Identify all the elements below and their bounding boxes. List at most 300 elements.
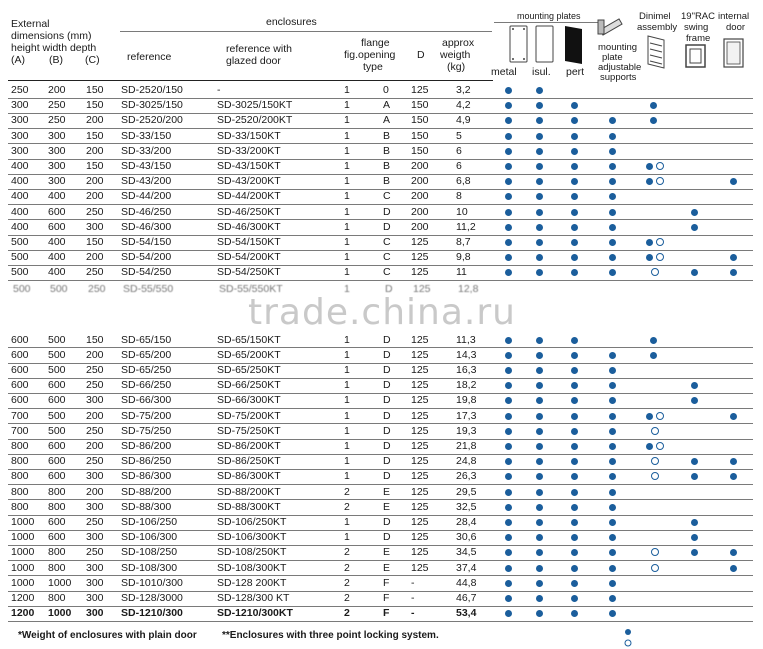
availability-dot-metal: [505, 337, 512, 344]
cell-d: 300: [86, 561, 104, 574]
cell-h: 600: [11, 379, 29, 392]
cell-wt: 9,8: [456, 251, 471, 264]
locking-ring-dinimel: [651, 564, 659, 572]
availability-dot-isul: [536, 565, 543, 572]
cell-h: 1000: [11, 516, 35, 528]
cell-dd: 200: [411, 190, 429, 203]
availability-dot-pert: [571, 534, 578, 541]
cell-d: 300: [86, 576, 104, 589]
availability-dot-intd: [730, 413, 737, 420]
availability-dot-adj: [609, 193, 616, 200]
cell-ref: SD-88/300: [121, 500, 172, 513]
cell-d: 250: [86, 455, 104, 468]
col-b-label: (B): [49, 54, 63, 66]
cell-ref: SD-33/150: [121, 129, 172, 142]
availability-dot-isul: [536, 610, 543, 617]
flange-heading-3: type: [363, 61, 383, 73]
cell-ref: SD-108/250: [121, 546, 178, 559]
cell-wt: 10: [456, 205, 468, 218]
metal-plate-icon: [508, 24, 530, 66]
cell-ref: SD-106/300: [121, 531, 178, 544]
cell-ref: SD-66/300: [121, 394, 172, 407]
internal-door-icon: [721, 36, 747, 70]
cell-fl: 1: [344, 348, 350, 361]
cell-dd: 200: [411, 205, 429, 218]
weight-heading-3: (kg): [447, 61, 466, 73]
cell-wt: 32,5: [456, 500, 477, 513]
cell-ref: SD-1210/300: [121, 607, 183, 620]
rac-label-1: 19"RAC: [681, 11, 715, 22]
cell-d: 200: [86, 144, 104, 157]
cell-gref: SD-75/200KT: [217, 409, 281, 422]
cell-h: 600: [11, 333, 29, 346]
cell-d: 300: [86, 220, 104, 233]
cell-h: 600: [11, 348, 29, 361]
availability-dot-metal: [505, 102, 512, 109]
availability-dot-rac: [691, 534, 698, 541]
obscured-width: 500: [50, 283, 68, 295]
cell-h: 1000: [11, 531, 35, 544]
table-row: [8, 174, 753, 189]
cell-ref: SD-54/250: [121, 266, 172, 279]
cell-h: 300: [11, 144, 29, 157]
availability-dot-intd: [730, 458, 737, 465]
cell-h: 1000: [11, 561, 35, 574]
availability-dot-metal: [505, 458, 512, 465]
cell-ref: SD-75/250: [121, 424, 172, 437]
cell-w: 500: [48, 333, 66, 346]
availability-dot-intd: [730, 473, 737, 480]
cell-fl: 2: [344, 485, 350, 498]
cell-dd: 150: [411, 99, 429, 112]
footnote-weight: *Weight of enclosures with plain door: [18, 630, 197, 641]
availability-dot-adj: [609, 117, 616, 124]
cell-d: 150: [86, 333, 104, 346]
cell-ref: SD-86/200: [121, 440, 172, 452]
table-row: [8, 159, 753, 174]
availability-dot-metal: [505, 519, 512, 526]
availability-dot-metal: [505, 87, 512, 94]
cell-op: A: [383, 114, 391, 127]
cell-gref: SD-44/200KT: [217, 190, 281, 203]
cell-d: 200: [86, 175, 104, 188]
cell-op: B: [383, 175, 391, 188]
availability-dot-isul: [536, 549, 543, 556]
availability-dot-adj: [609, 382, 616, 389]
cell-gref: SD-108/250KT: [217, 546, 287, 559]
availability-dot-adj: [609, 610, 616, 617]
availability-dot-pert: [571, 178, 578, 185]
cell-gref: SD-65/250KT: [217, 364, 281, 376]
cell-fl: 2: [344, 561, 350, 574]
cell-dd: 125: [411, 251, 429, 264]
availability-dot-isul: [536, 133, 543, 140]
rac-swing-frame-icon: [683, 42, 709, 70]
cell-ref: SD-86/250: [121, 455, 172, 468]
cell-h: 800: [11, 455, 29, 468]
flange-heading-2: fig.opening: [344, 49, 396, 61]
availability-dot-isul: [536, 504, 543, 511]
availability-dot-dinimel: [646, 413, 653, 420]
availability-dot-metal: [505, 382, 512, 389]
availability-dot-adj: [609, 254, 616, 261]
cell-ref: SD-46/300: [121, 220, 172, 233]
cell-op: E: [383, 485, 391, 498]
cell-wt: 19,8: [456, 394, 477, 407]
table-row: [8, 561, 753, 576]
availability-dot-intd: [730, 178, 737, 185]
availability-dot-pert: [571, 367, 578, 374]
cell-fl: 1: [344, 424, 350, 437]
availability-dot-intd: [730, 549, 737, 556]
cell-gref: SD-128/300 KT: [217, 592, 290, 604]
weight-heading-2: weigth: [440, 49, 471, 61]
availability-dot-pert: [571, 549, 578, 556]
cell-w: 250: [48, 114, 66, 127]
cell-h: 1200: [11, 607, 35, 620]
cell-ref: SD-128/3000: [121, 592, 183, 604]
cell-dd: 125: [411, 424, 429, 437]
table-row: [8, 393, 753, 408]
availability-dot-intd: [730, 565, 737, 572]
cell-fl: 1: [344, 160, 350, 172]
availability-dot-dinimel: [646, 239, 653, 246]
cell-gref: SD-128 200KT: [217, 576, 287, 589]
availability-dot-metal: [505, 224, 512, 231]
cell-wt: 5: [456, 129, 462, 142]
cell-dd: 125: [411, 409, 429, 422]
cell-w: 800: [48, 592, 66, 604]
obscured-flange: 1: [344, 283, 350, 295]
availability-dot-pert: [571, 610, 578, 617]
availability-dot-isul: [536, 148, 543, 155]
cell-wt: 18,2: [456, 379, 477, 392]
cell-dd: 125: [411, 546, 429, 559]
availability-dot-rac: [691, 382, 698, 389]
cell-wt: 30,6: [456, 531, 477, 544]
cell-op: B: [383, 160, 391, 172]
availability-dot-isul: [536, 337, 543, 344]
availability-dot-pert: [571, 504, 578, 511]
cell-w: 800: [48, 546, 66, 559]
cell-w: 400: [48, 190, 66, 203]
cell-ref: SD-2520/200: [121, 114, 183, 127]
availability-dot-pert: [571, 148, 578, 155]
table-row: [8, 83, 753, 98]
cell-w: 500: [48, 364, 66, 376]
cell-fl: 1: [344, 251, 350, 264]
cell-op: D: [383, 531, 391, 544]
cell-gref: SD-86/250KT: [217, 455, 281, 468]
cell-op: 0: [383, 84, 389, 96]
cell-d: 300: [86, 592, 104, 604]
cell-fl: 2: [344, 592, 350, 604]
cell-d: 250: [86, 364, 104, 376]
header-rule: [8, 80, 493, 81]
availability-dot-metal: [505, 397, 512, 404]
dims-title-line2: dimensions (mm): [11, 30, 92, 42]
obscured-weight: 12,8: [458, 283, 479, 295]
availability-dot-metal: [505, 178, 512, 185]
availability-dot-dinimel: [650, 337, 657, 344]
table-row: [8, 469, 753, 484]
adj-label-3: adjustable: [598, 62, 642, 73]
cell-h: 300: [11, 114, 29, 127]
availability-dot-pert: [571, 133, 578, 140]
obscured-opening: D: [385, 283, 393, 295]
cell-d: 250: [86, 205, 104, 218]
availability-dot-pert: [571, 428, 578, 435]
availability-dot-isul: [536, 367, 543, 374]
cell-wt: 6: [456, 144, 462, 157]
cell-h: 500: [11, 251, 29, 264]
availability-dot-isul: [536, 413, 543, 420]
availability-dot-metal: [505, 443, 512, 450]
mounting-plates-underline: [494, 22, 600, 23]
availability-dot-adj: [609, 269, 616, 276]
pert-label: pert: [566, 66, 585, 78]
availability-dot-isul: [536, 269, 543, 276]
cell-gref: SD-46/300KT: [217, 220, 281, 233]
watermark: trade.china.ru: [248, 292, 516, 333]
availability-dot-isul: [536, 382, 543, 389]
cell-dd: 125: [411, 531, 429, 544]
cell-gref: SD-1210/300KT: [217, 607, 293, 620]
cell-dd: -: [411, 592, 415, 604]
cell-gref: SD-33/150KT: [217, 129, 281, 142]
availability-dot-isul: [536, 443, 543, 450]
cell-wt: 4,9: [456, 114, 471, 127]
cell-w: 400: [48, 236, 66, 248]
availability-dot-pert: [571, 337, 578, 344]
cell-w: 600: [48, 516, 66, 528]
availability-dot-metal: [505, 209, 512, 216]
cell-wt: 44,8: [456, 576, 477, 589]
table-row: [8, 235, 753, 250]
locking-ring-dinimel: [656, 162, 664, 170]
cell-op: D: [383, 394, 391, 407]
isul-label: isul.: [532, 66, 551, 78]
availability-dot-pert: [571, 269, 578, 276]
availability-dot-isul: [536, 224, 543, 231]
cell-w: 300: [48, 129, 66, 142]
availability-dot-adj: [609, 549, 616, 556]
availability-dot-adj: [609, 148, 616, 155]
cell-wt: 37,4: [456, 561, 477, 574]
cell-ref: SD-43/150: [121, 160, 172, 172]
cell-op: C: [383, 236, 391, 248]
cell-ref: SD-3025/150: [121, 99, 183, 112]
cell-d: 200: [86, 409, 104, 422]
dims-title-line3: height width depth: [11, 42, 97, 54]
availability-dot-metal: [505, 163, 512, 170]
table-row: [8, 250, 753, 265]
availability-dot-metal: [505, 254, 512, 261]
table-row: [8, 591, 753, 606]
availability-dot-isul: [536, 178, 543, 185]
cell-fl: 2: [344, 576, 350, 589]
availability-dot-pert: [571, 382, 578, 389]
table-row: [8, 189, 753, 204]
table-row: [8, 409, 753, 424]
cell-d: 200: [86, 348, 104, 361]
cell-h: 400: [11, 220, 29, 233]
cell-w: 600: [48, 440, 66, 452]
cell-fl: 1: [344, 99, 350, 112]
table-row: [8, 606, 753, 621]
cell-op: D: [383, 348, 391, 361]
metal-label: metal: [491, 66, 517, 78]
cell-ref: SD-66/250: [121, 379, 172, 392]
availability-dot-adj: [609, 397, 616, 404]
cell-dd: 150: [411, 129, 429, 142]
cell-h: 500: [11, 266, 29, 279]
availability-dot-adj: [609, 367, 616, 374]
availability-dot-isul: [536, 163, 543, 170]
cell-h: 800: [11, 485, 29, 498]
cell-dd: 200: [411, 160, 429, 172]
locking-symbol-icon: [622, 627, 634, 649]
adj-label-4: supports: [600, 72, 637, 83]
cell-w: 600: [48, 379, 66, 392]
cell-w: 600: [48, 455, 66, 468]
availability-dot-dinimel: [650, 102, 657, 109]
availability-dot-pert: [571, 443, 578, 450]
enclosures-underline: [120, 31, 492, 32]
cell-gref: SD-86/300KT: [217, 470, 281, 483]
cell-h: 800: [11, 500, 29, 513]
cell-op: E: [383, 546, 391, 559]
dims-title-line1: External: [11, 18, 50, 30]
availability-dot-rac: [691, 209, 698, 216]
cell-d: 150: [86, 84, 104, 96]
availability-dot-pert: [571, 352, 578, 359]
cell-h: 400: [11, 190, 29, 203]
locking-ring-dinimel: [651, 268, 659, 276]
cell-op: F: [383, 607, 390, 620]
availability-dot-isul: [536, 458, 543, 465]
availability-dot-pert: [571, 193, 578, 200]
availability-dot-pert: [571, 209, 578, 216]
cell-op: D: [383, 379, 391, 392]
cell-gref: SD-3025/150KT: [217, 99, 293, 112]
cell-fl: 1: [344, 205, 350, 218]
cell-dd: 125: [411, 333, 429, 346]
cell-ref: SD-65/200: [121, 348, 172, 361]
cell-d: 150: [86, 99, 104, 112]
cell-dd: 200: [411, 175, 429, 188]
cell-gref: SD-33/200KT: [217, 144, 281, 157]
locking-ring-dinimel: [651, 427, 659, 435]
cell-h: 500: [11, 236, 29, 248]
availability-dot-isul: [536, 352, 543, 359]
cell-ref: SD-44/200: [121, 190, 172, 203]
availability-dot-adj: [609, 133, 616, 140]
cell-dd: 125: [411, 348, 429, 361]
cell-ref: SD-46/250: [121, 205, 172, 218]
table-row: [8, 144, 753, 159]
cell-d: 300: [86, 607, 104, 620]
cell-w: 400: [48, 251, 66, 264]
cell-d: 200: [86, 190, 104, 203]
cell-ref: SD-106/250: [121, 516, 178, 528]
table-row: [8, 424, 753, 439]
cell-d: 250: [86, 516, 104, 528]
cell-gref: SD-46/250KT: [217, 205, 281, 218]
cell-wt: 4,2: [456, 99, 471, 112]
dinimel-label-1: Dinimel: [639, 11, 671, 22]
availability-dot-adj: [609, 580, 616, 587]
cell-gref: SD-66/300KT: [217, 394, 281, 407]
cell-wt: 46,7: [456, 592, 477, 604]
availability-dot-adj: [609, 565, 616, 572]
obscured-reference: SD-55/550: [123, 283, 174, 295]
cell-dd: 125: [411, 379, 429, 392]
cell-w: 600: [48, 205, 66, 218]
cell-d: 200: [86, 114, 104, 127]
table-row: [8, 439, 753, 454]
availability-dot-metal: [505, 148, 512, 155]
cell-op: D: [383, 364, 391, 376]
availability-dot-isul: [536, 473, 543, 480]
cell-wt: 26,3: [456, 470, 477, 483]
cell-fl: 1: [344, 144, 350, 157]
cell-wt: 8: [456, 190, 462, 203]
cell-w: 600: [48, 220, 66, 233]
cell-dd: 125: [411, 516, 429, 528]
cell-gref: SD-54/250KT: [217, 266, 281, 279]
obscured-height: 500: [13, 283, 31, 295]
cell-gref: SD-88/200KT: [217, 485, 281, 498]
col-c-label: (C): [85, 54, 100, 66]
availability-dot-rac: [691, 458, 698, 465]
locking-ring-dinimel: [656, 253, 664, 261]
availability-dot-metal: [505, 565, 512, 572]
availability-dot-isul: [536, 193, 543, 200]
cell-dd: 200: [411, 220, 429, 233]
availability-dot-isul: [536, 209, 543, 216]
cell-h: 300: [11, 129, 29, 142]
availability-dot-adj: [609, 352, 616, 359]
cell-dd: 125: [411, 84, 429, 96]
cell-gref: SD-65/150KT: [217, 333, 281, 346]
obscured-glazed-reference: SD-55/550KT: [219, 283, 283, 295]
cell-h: 800: [11, 470, 29, 483]
cell-gref: SD-88/300KT: [217, 500, 281, 513]
availability-dot-metal: [505, 193, 512, 200]
cell-gref: SD-106/250KT: [217, 516, 287, 528]
availability-dot-dinimel: [650, 117, 657, 124]
availability-dot-isul: [536, 117, 543, 124]
cell-wt: 8,7: [456, 236, 471, 248]
table-row: [8, 205, 753, 220]
cell-wt: 16,3: [456, 364, 477, 376]
availability-dot-pert: [571, 239, 578, 246]
rac-label-3: frame: [686, 33, 711, 44]
cell-w: 400: [48, 266, 66, 279]
cell-h: 1000: [11, 576, 35, 589]
availability-dot-metal: [505, 352, 512, 359]
cell-ref: SD-86/300: [121, 470, 172, 483]
cell-w: 600: [48, 394, 66, 407]
adjustable-support-icon: [594, 12, 626, 46]
perforated-plate-icon: [562, 24, 584, 66]
availability-dot-pert: [571, 102, 578, 109]
cell-h: 250: [11, 84, 29, 96]
availability-dot-dinimel: [650, 352, 657, 359]
cell-w: 800: [48, 485, 66, 498]
cell-fl: 1: [344, 409, 350, 422]
